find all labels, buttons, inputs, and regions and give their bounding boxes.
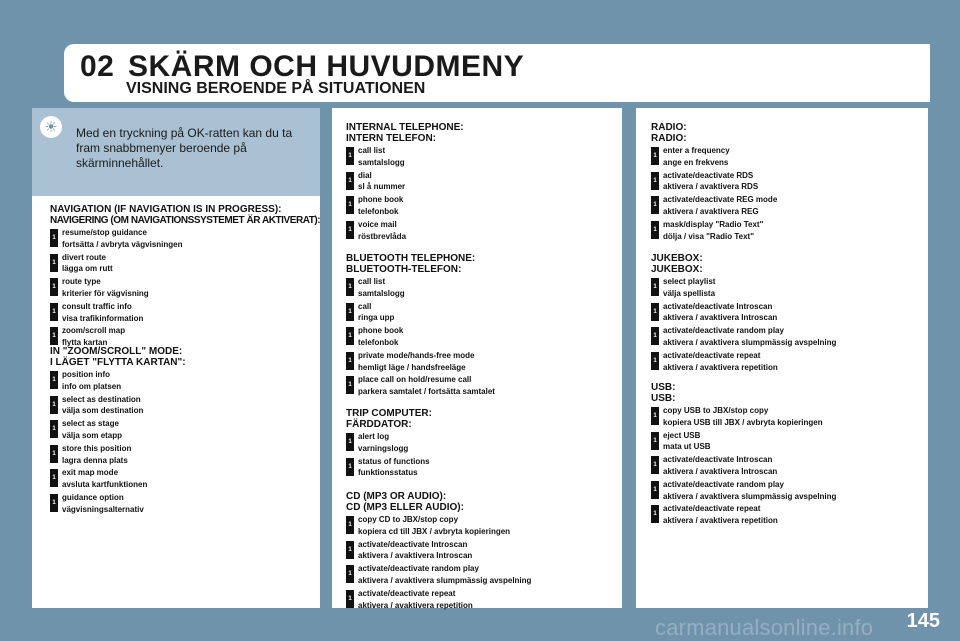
number-badge: 1 (651, 456, 659, 474)
menu-item (50, 418, 186, 442)
section-heading-sv: BLUETOOTH-TELEFON: (346, 264, 462, 275)
number-badge: 1 (651, 432, 659, 450)
item-label-sv: lagra denna plats (62, 455, 128, 465)
number-badge: 1 (651, 505, 659, 523)
item-label: position info (62, 370, 110, 379)
section-heading: USB: (651, 382, 676, 393)
number-badge: 1 (346, 433, 354, 451)
item-label: zoom/scroll map (62, 326, 126, 336)
menu-item (50, 394, 186, 418)
sun-icon: ☀ (40, 116, 62, 138)
menu-item (651, 430, 836, 454)
number-badge: 1 (50, 327, 58, 345)
menu-item (346, 301, 495, 325)
number-badge: 1 (651, 481, 659, 499)
section-heading: TRIP COMPUTER: (346, 408, 432, 419)
item-label-sv: röstbrevlåda (358, 231, 407, 241)
item-label: alert log (358, 432, 390, 441)
section-heading: CD (MP3 OR AUDIO): (346, 491, 447, 502)
section-heading-sv: RADIO: (651, 133, 687, 144)
section-heading-sv: NAVIGERING (OM NAVIGATIONSSYSTEMET ÄR AKTIVERAT): (50, 215, 321, 226)
item-label: activate/deactivate REG mode (663, 195, 778, 205)
number-badge: 1 (346, 541, 354, 559)
number-badge: 1 (50, 494, 58, 512)
section-heading-sv: FÄRDDATOR: (346, 419, 412, 430)
number-badge: 1 (651, 147, 659, 165)
menu-item (346, 350, 495, 374)
item-label-sv: info om platsen (62, 381, 122, 391)
number-badge: 1 (50, 469, 58, 487)
item-label-sv: välja som destination (62, 406, 144, 416)
item-label: select as stage (62, 419, 119, 429)
page-subtitle: VISNING BEROENDE PÅ SITUATIONEN (126, 80, 426, 97)
item-label: resume/stop guidance (62, 228, 147, 237)
section-heading: RADIO: (651, 122, 687, 133)
item-label-sv: aktivera / avaktivera Introscan (663, 313, 778, 323)
item-label-sv: ringa upp (358, 313, 395, 323)
item-label: select as destination (62, 394, 141, 404)
menu-item (651, 276, 836, 300)
item-label-sv: aktivera / avaktivera repetition (663, 362, 778, 372)
item-label-sv: funktionsstatus (358, 468, 418, 478)
section-heading: NAVIGATION (IF NAVIGATION IS IN PROGRESS): (50, 204, 282, 215)
menu-item (651, 405, 836, 429)
number-badge: 1 (50, 254, 58, 272)
number-badge: 1 (346, 565, 354, 583)
item-label: phone book (358, 195, 404, 205)
item-label-sv: välja spellista (663, 288, 716, 298)
number-badge: 1 (346, 278, 354, 296)
item-label-sv: sl å nummer (358, 182, 406, 192)
number-badge: 1 (651, 196, 659, 214)
menu-item (651, 301, 836, 325)
item-label: place call on hold/resume call (358, 375, 472, 385)
item-label-sv: flytta kartan (62, 338, 108, 348)
item-label: select playlist (663, 277, 716, 286)
menu-item (346, 456, 432, 480)
menu-item (346, 219, 464, 243)
section-heading-sv: USB: (651, 393, 676, 404)
item-label: activate/deactivate random play (663, 479, 784, 489)
item-label-sv: kopiera USB till JBX / avbryta kopieringen (663, 417, 823, 427)
menu-item (346, 563, 531, 587)
number-badge: 1 (50, 396, 58, 414)
item-label: mask/display "Radio Text" (663, 219, 764, 229)
section-heading: JUKEBOX: (651, 253, 703, 264)
item-label-sv: aktivera / avaktivera RDS (663, 182, 759, 192)
chapter-number: 02 (80, 50, 115, 83)
number-badge: 1 (346, 196, 354, 214)
menu-item (346, 431, 432, 455)
item-label: store this position (62, 443, 132, 453)
menu-item (346, 539, 531, 563)
tip-text: Med en tryckning på OK-ratten kan du ta fram snabbmenyer beroende på skärminnehållet. (76, 126, 293, 170)
item-label: call list (358, 146, 386, 155)
item-label-sv: kopiera cd till JBX / avbryta kopieringen (358, 526, 511, 536)
section-heading: INTERNAL TELEPHONE: (346, 122, 464, 133)
item-label-sv: lägga om rutt (62, 264, 113, 274)
menu-item (50, 301, 320, 325)
section-heading-sv: I LÄGET "FLYTTA KARTAN": (50, 357, 186, 368)
number-badge: 1 (50, 371, 58, 389)
number-badge: 1 (50, 445, 58, 463)
item-label-sv: aktivera / avaktivera slumpmässig avspelning (663, 337, 837, 347)
number-badge: 1 (346, 172, 354, 190)
section-bluetooth-telephone (346, 253, 495, 398)
menu-item (346, 170, 464, 194)
item-label: call list (358, 277, 386, 286)
number-badge: 1 (50, 229, 58, 247)
number-badge: 1 (651, 327, 659, 345)
item-label-sv: aktivera / avaktivera repetition (358, 600, 473, 610)
number-badge: 1 (346, 221, 354, 239)
menu-item (651, 503, 836, 527)
item-label-sv: kriterier för vägvisning (62, 288, 149, 298)
number-badge: 1 (346, 458, 354, 476)
number-badge: 1 (346, 352, 354, 370)
item-label-sv: välja som etapp (62, 430, 123, 440)
item-label-sv: parkera samtalet / fortsätta samtalet (358, 387, 495, 397)
number-badge: 1 (346, 147, 354, 165)
item-label-sv: ange en frekvens (663, 157, 729, 167)
item-label-sv: dölja / visa "Radio Text" (663, 231, 755, 241)
item-label: dial (358, 170, 372, 180)
menu-item (50, 492, 186, 516)
item-label: activate/deactivate repeat (663, 350, 761, 360)
number-badge: 1 (346, 327, 354, 345)
section-zoom-scroll (50, 346, 186, 516)
item-label: activate/deactivate Introscan (663, 301, 773, 311)
item-label: activate/deactivate repeat (663, 504, 761, 514)
item-label: eject USB (663, 430, 701, 440)
item-label-sv: aktivera / avaktivera Introscan (663, 466, 778, 476)
watermark: carmanualsonline.info (655, 615, 874, 640)
item-label: copy CD to JBX/stop copy (358, 515, 459, 524)
item-label: activate/deactivate Introscan (663, 455, 773, 465)
menu-item (346, 588, 531, 612)
menu-item (50, 276, 320, 300)
item-label: voice mail (358, 219, 397, 229)
item-label: enter a frequency (663, 146, 730, 155)
menu-item (651, 145, 777, 169)
number-badge: 1 (346, 376, 354, 394)
section-radio (651, 122, 777, 242)
number-badge: 1 (50, 303, 58, 321)
menu-item (651, 325, 836, 349)
item-label-sv: telefonbok (358, 337, 399, 347)
item-label: call (358, 301, 372, 311)
section-heading: BLUETOOTH TELEPHONE: (346, 253, 476, 264)
item-label: activate/deactivate repeat (358, 588, 456, 598)
section-heading-sv: INTERN TELEFON: (346, 133, 436, 144)
item-label: divert route (62, 252, 107, 262)
number-badge: 1 (651, 407, 659, 425)
menu-item (50, 252, 320, 276)
menu-item (346, 374, 495, 398)
item-label: route type (62, 277, 101, 287)
number-badge: 1 (651, 303, 659, 321)
item-label-sv: mata ut USB (663, 442, 711, 452)
menu-item (651, 479, 836, 503)
section-heading-sv: JUKEBOX: (651, 264, 703, 275)
number-badge: 1 (50, 278, 58, 296)
menu-item (651, 454, 836, 478)
section-internal-telephone (346, 122, 464, 242)
page-number: 145 (906, 610, 940, 632)
number-badge: 1 (651, 221, 659, 239)
menu-item (346, 194, 464, 218)
item-label: guidance option (62, 492, 124, 502)
item-label-sv: aktivera / avaktivera Introscan (358, 551, 473, 561)
menu-item (346, 145, 464, 169)
menu-item (50, 467, 186, 491)
menu-item (346, 325, 495, 349)
section-usb (651, 382, 836, 527)
item-label: exit map mode (62, 468, 119, 478)
menu-item (50, 227, 320, 251)
item-label-sv: aktivera / avaktivera slumpmässig avspelning (663, 491, 837, 501)
item-label-sv: aktivera / avaktivera REG (663, 206, 759, 216)
number-badge: 1 (346, 516, 354, 534)
item-label-sv: fortsätta / avbryta vägvisningen (62, 239, 183, 249)
item-label: activate/deactivate Introscan (358, 539, 468, 549)
item-label: copy USB to JBX/stop copy (663, 406, 769, 415)
number-badge: 1 (346, 590, 354, 608)
menu-item (346, 276, 495, 300)
number-badge: 1 (651, 172, 659, 190)
item-label: activate/deactivate random play (663, 326, 784, 336)
page-title: SKÄRM OCH HUVUDMENY (128, 50, 525, 83)
number-badge: 1 (50, 420, 58, 438)
item-label-sv: samtalslogg (358, 288, 405, 298)
item-label-sv: hemligt läge / handsfreeläge (358, 362, 466, 372)
item-label-sv: telefonbok (358, 206, 399, 216)
section-trip-computer (346, 408, 432, 479)
item-label: consult traffic info (62, 301, 132, 311)
item-label: private mode/hands-free mode (358, 350, 475, 360)
item-label-sv: samtalslogg (358, 157, 405, 167)
item-label: activate/deactivate RDS (663, 170, 754, 180)
item-label-sv: aktivera / avaktivera slumpmässig avspelning (358, 575, 532, 585)
section-heading-sv: CD (MP3 ELLER AUDIO): (346, 502, 464, 513)
number-badge: 1 (346, 303, 354, 321)
item-label-sv: aktivera / avaktivera repetition (663, 516, 778, 526)
menu-item (50, 443, 186, 467)
menu-item (651, 170, 777, 194)
section-jukebox (651, 253, 836, 373)
number-badge: 1 (651, 278, 659, 296)
item-label: status of functions (358, 456, 430, 466)
menu-item (651, 350, 836, 374)
number-badge: 1 (651, 352, 659, 370)
item-label-sv: visa trafikinformation (62, 313, 144, 323)
menu-item (50, 369, 186, 393)
menu-item (651, 194, 777, 218)
item-label: phone book (358, 326, 404, 336)
item-label: activate/deactivate random play (358, 564, 479, 574)
section-heading: IN "ZOOM/SCROLL" MODE: (50, 346, 183, 357)
menu-item (346, 514, 531, 538)
item-label-sv: vägvisningsalternativ (62, 504, 144, 514)
section-navigation (50, 204, 320, 349)
menu-item (651, 219, 777, 243)
section-cd (346, 491, 531, 611)
item-label-sv: varningslogg (358, 443, 409, 453)
item-label-sv: avsluta kartfunktionen (62, 480, 148, 490)
